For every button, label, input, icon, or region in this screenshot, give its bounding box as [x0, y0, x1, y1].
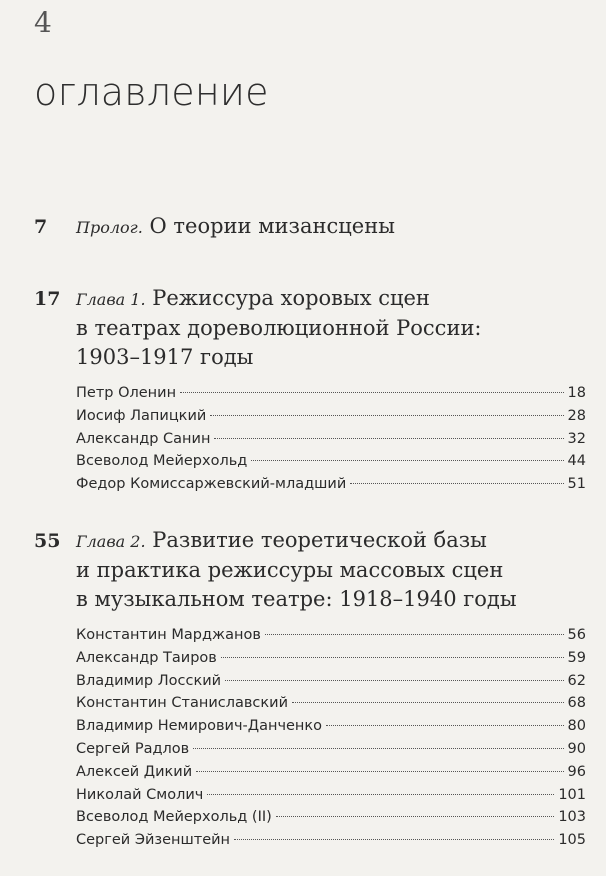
toc-entry-page: 28	[567, 407, 586, 424]
dot-leader	[265, 634, 564, 635]
chapter-label: Глава 1.	[76, 290, 146, 309]
dot-leader	[251, 460, 563, 461]
dot-leader	[350, 483, 563, 484]
toc-entry[interactable]	[76, 382, 586, 405]
toc-entry[interactable]	[76, 829, 586, 852]
chapter-page-number: 55	[34, 530, 61, 552]
toc-entry[interactable]	[76, 428, 586, 451]
toc-entry-page: 56	[567, 627, 586, 643]
chapter-title-line: в музыкальном театре: 1918–1940 годы	[76, 587, 517, 611]
dot-leader	[326, 725, 564, 726]
toc-entry-page: 18	[567, 385, 586, 401]
prologue-heading	[76, 212, 395, 242]
chapter-heading	[76, 284, 482, 372]
chapter-entries	[76, 382, 586, 496]
toc-prologue	[34, 212, 586, 242]
toc-entry-name: Сергей Радлов	[76, 740, 190, 757]
dot-leader	[225, 680, 563, 681]
chapter-title-line: 1903–1917 годы	[76, 345, 254, 369]
toc-entry-page: 80	[567, 718, 586, 735]
chapter-title-line: в театрах дореволюционной России:	[76, 316, 482, 340]
toc-entry[interactable]	[76, 761, 586, 784]
chapter-entries	[76, 624, 586, 852]
toc-entry-page: 101	[558, 786, 586, 803]
toc-entry-page: 62	[567, 672, 586, 689]
dot-leader	[234, 839, 554, 840]
chapter-heading	[76, 526, 517, 614]
toc-entry-page: 51	[567, 476, 586, 493]
toc-entry-name: Константин Станиславский	[76, 695, 288, 712]
dot-leader	[276, 816, 555, 817]
toc-entry-name: Петр Оленин	[76, 385, 177, 401]
chapter-label: Глава 2.	[76, 532, 146, 551]
toc-entry-name: Николай Смолич	[76, 786, 204, 803]
toc-entry[interactable]	[76, 692, 586, 715]
toc-entry[interactable]	[76, 715, 586, 738]
toc-entry-page: 96	[567, 763, 586, 780]
chapter-title-line: Развитие теоретической базы	[152, 528, 487, 552]
dot-leader	[292, 702, 564, 703]
dot-leader	[193, 748, 563, 749]
toc-entry-page: 44	[567, 453, 586, 470]
chapter-title-line: Режиссура хоровых сцен	[152, 286, 430, 310]
page-number: 4	[34, 6, 52, 39]
toc-entry[interactable]	[76, 806, 586, 829]
toc-entry-page: 59	[567, 649, 586, 666]
toc-entry-name: Александр Таиров	[76, 649, 217, 666]
dot-leader	[210, 415, 563, 416]
toc-entry-name: Константин Марджанов	[76, 627, 261, 643]
toc-entry-name: Владимир Лосский	[76, 672, 222, 689]
toc-chapter-2	[34, 526, 586, 852]
toc-entry[interactable]	[76, 405, 586, 428]
toc-entry-name: Всеволод Мейерхольд	[76, 453, 248, 470]
page-title: оглавление	[34, 70, 269, 114]
toc-chapter-1	[34, 284, 586, 496]
toc-entry-name: Владимир Немирович-Данченко	[76, 718, 323, 735]
toc-entry-name: Федор Комиссаржевский-младший	[76, 476, 347, 493]
dot-leader	[196, 771, 563, 772]
toc-entry[interactable]	[76, 624, 586, 647]
dot-leader	[207, 794, 554, 795]
toc-entry-name: Всеволод Мейерхольд (II)	[76, 809, 272, 826]
toc-entry[interactable]	[76, 450, 586, 473]
toc-entry-page: 105	[558, 832, 586, 849]
toc-entry-name: Иосиф Лапицкий	[76, 407, 207, 424]
chapter-title-line: и практика режиссуры массовых сцен	[76, 558, 504, 582]
prologue-page-number: 7	[34, 216, 48, 238]
toc-entry[interactable]	[76, 647, 586, 670]
chapter-page-number: 17	[34, 288, 61, 310]
dot-leader	[221, 657, 564, 658]
toc-entry[interactable]	[76, 738, 586, 761]
toc-entry[interactable]	[76, 473, 586, 496]
toc-entry-name: Сергей Эйзенштейн	[76, 832, 231, 849]
prologue-title: О теории мизансцены	[149, 214, 395, 238]
toc-entry[interactable]	[76, 670, 586, 693]
toc-entry-page: 68	[567, 695, 586, 712]
toc-entry-page: 103	[558, 809, 586, 826]
dot-leader	[180, 392, 563, 393]
toc-entry-name: Александр Санин	[76, 430, 211, 447]
toc-entry-page: 90	[567, 740, 586, 757]
toc-entry[interactable]	[76, 784, 586, 807]
toc-entry-name: Алексей Дикий	[76, 763, 193, 780]
prologue-label: Пролог.	[76, 218, 143, 237]
toc-entry-page: 32	[567, 430, 586, 447]
dot-leader	[214, 438, 563, 439]
